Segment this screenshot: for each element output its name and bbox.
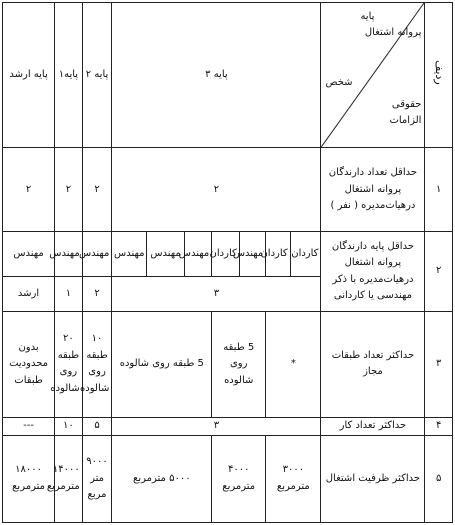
row-number-label: ردیف bbox=[432, 59, 446, 85]
value-cell: ۲۰ طبقه روی شالوده bbox=[55, 312, 83, 417]
license-type-cell: مهندس bbox=[147, 232, 184, 277]
value-cell: ۲ bbox=[55, 148, 83, 232]
table-row bbox=[3, 148, 453, 232]
row-number-header bbox=[425, 3, 453, 148]
value-cell: بدون محدودیت طبقات bbox=[3, 312, 55, 417]
value-cell: ۳۰۰۰ مترمربع bbox=[266, 435, 321, 522]
row-number: ۴ bbox=[425, 417, 453, 435]
license-type-cell: مهندس bbox=[55, 232, 83, 277]
header-senior: پایه ارشد bbox=[3, 3, 55, 148]
table-row bbox=[3, 417, 453, 435]
license-type-cell: کاردان bbox=[266, 232, 290, 277]
value-cell: ۲ bbox=[3, 148, 55, 232]
row-number: ۲ bbox=[425, 232, 453, 312]
requirements-table bbox=[2, 2, 453, 523]
license-type-cell: مهندس bbox=[239, 232, 266, 277]
row-number: ۳ bbox=[425, 312, 453, 417]
header-base1: پایه۱ bbox=[55, 3, 83, 148]
base-cell: ۱ bbox=[55, 277, 83, 312]
header-base2: پایه ۲ bbox=[82, 3, 112, 148]
value-cell: ۴۰۰۰ مترمربع bbox=[212, 435, 266, 522]
base-cell: ۳ bbox=[112, 277, 321, 312]
value-cell: * bbox=[266, 312, 321, 417]
value-cell: ۱۰ bbox=[55, 417, 83, 435]
table-row bbox=[3, 435, 453, 522]
license-type-cell: مهندس bbox=[112, 232, 147, 277]
header-base3: پایه ۳ bbox=[112, 3, 321, 148]
license-type-cell: کاردان bbox=[290, 232, 321, 277]
value-cell: ۳ bbox=[112, 417, 321, 435]
value-cell: ۲ bbox=[112, 148, 321, 232]
license-type-cell: کاردان bbox=[212, 232, 240, 277]
diag-label-requirements: الزامات bbox=[389, 115, 422, 126]
table-row bbox=[3, 312, 453, 417]
criterion-cell: حداقل تعداد دارندگان پروانه اشتغال درهیات‌مدیره ( نفر ) bbox=[321, 148, 425, 232]
value-cell: ۱۸۰۰۰ مترمربع bbox=[3, 435, 55, 522]
row-number: ۱ bbox=[425, 148, 453, 232]
diagonal-header-cell bbox=[321, 3, 425, 148]
criterion-cell: حداقل پایه دارندگان پروانه اشتغال درهیات‌مدیره با ذکر مهندسی یا کاردانی bbox=[321, 232, 425, 312]
value-cell: ۵۰۰۰ مترمربع bbox=[112, 435, 212, 522]
value-cell: 5 طبقه روی شالوده bbox=[212, 312, 266, 417]
license-type-cell: مهندس bbox=[3, 232, 55, 277]
base-cell: ارشد bbox=[3, 277, 55, 312]
value-cell: --- bbox=[3, 417, 55, 435]
value-cell: 5 طبقه روی شالوده bbox=[112, 312, 212, 417]
base-cell: ۲ bbox=[82, 277, 112, 312]
diag-label-license: پروانه اشتغال bbox=[364, 27, 422, 38]
criterion-cell: حداکثر تعداد طبقات مجاز bbox=[321, 312, 425, 417]
criterion-cell: حداکثر تعداد کار bbox=[321, 417, 425, 435]
diag-label-legal: حقوقی bbox=[391, 99, 422, 110]
table-row bbox=[3, 232, 453, 277]
criterion-cell: حداکثر ظرفیت اشتغال bbox=[321, 435, 425, 522]
header-row bbox=[3, 3, 453, 148]
license-type-cell: مهندس bbox=[82, 232, 112, 277]
row-number: ۵ bbox=[425, 435, 453, 522]
diag-label-person: شخص bbox=[325, 77, 353, 88]
diag-label-base: پایه bbox=[360, 11, 375, 22]
value-cell: ۲ bbox=[82, 148, 112, 232]
license-type-cell: مهندس bbox=[184, 232, 212, 277]
value-cell: ۱۴۰۰۰ مترمربع bbox=[55, 435, 83, 522]
value-cell: ۹۰۰۰ متر مربع bbox=[82, 435, 112, 522]
value-cell: ۱۰ طبقه روی شالوده bbox=[82, 312, 112, 417]
value-cell: ۵ bbox=[82, 417, 112, 435]
